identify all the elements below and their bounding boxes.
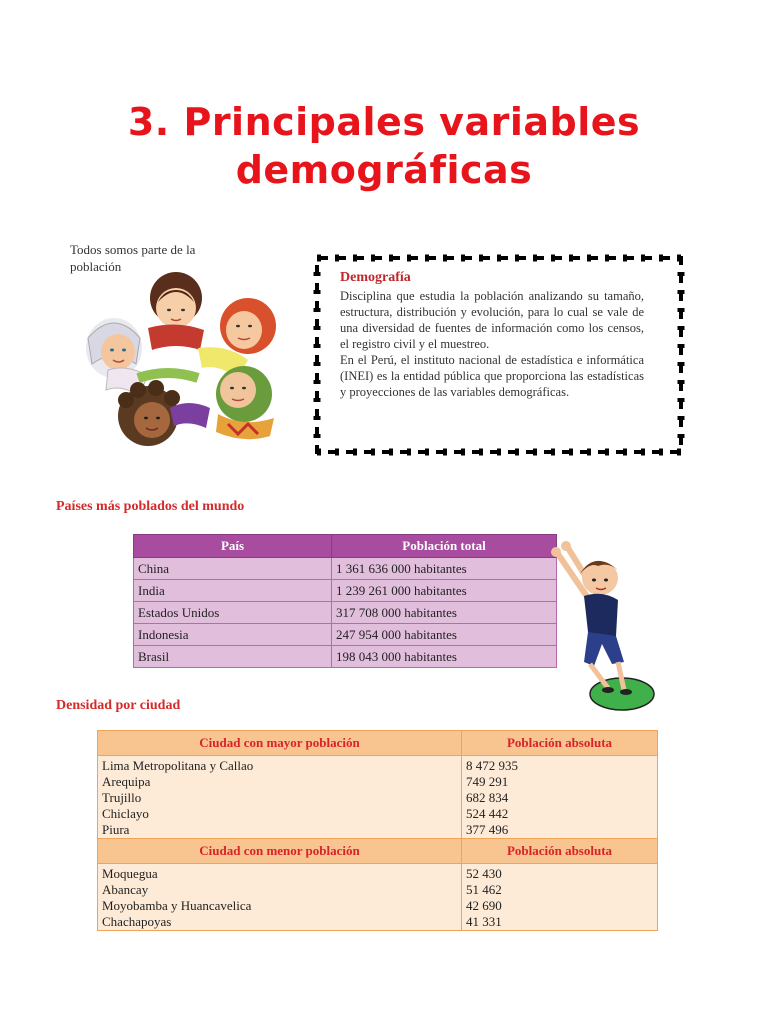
- page-title-line2: demográficas: [235, 148, 533, 192]
- city-name: Abancay: [102, 882, 149, 897]
- countries-section-title: Países más poblados del mundo: [56, 499, 245, 514]
- country-name: Indonesia: [134, 624, 332, 646]
- page-title: [0, 98, 768, 194]
- city-population: 8 472 935: [466, 758, 518, 773]
- city-population: 41 331: [466, 914, 502, 929]
- top-cities-cell: [98, 756, 462, 839]
- city-population: 42 690: [466, 898, 502, 913]
- city-population: 749 291: [466, 774, 509, 789]
- city-name: Moyobamba y Huancavelica: [102, 898, 252, 913]
- city-name: Arequipa: [102, 774, 151, 789]
- city-name: Piura: [102, 822, 130, 837]
- header-bottom-population: Población absoluta: [462, 839, 658, 864]
- city-name: Moquegua: [102, 866, 158, 881]
- bottom-values-cell: [462, 864, 658, 931]
- table-header-row: [98, 731, 658, 756]
- country-name: China: [134, 558, 332, 580]
- city-population: 377 496: [466, 822, 509, 837]
- definition-heading: Demografía: [340, 270, 411, 285]
- country-population: 247 954 000 habitantes: [332, 624, 557, 646]
- city-name: Lima Metropolitana y Callao: [102, 758, 254, 773]
- country-population: 317 708 000 habitantes: [332, 602, 557, 624]
- country-population: 1 239 261 000 habitantes: [332, 580, 557, 602]
- header-country: País: [134, 535, 332, 558]
- definition-box: [313, 254, 685, 456]
- boy-illustration: [528, 540, 660, 715]
- table-row: [134, 646, 557, 668]
- header-top-city: Ciudad con mayor población: [98, 731, 462, 756]
- city-name: Chachapoyas: [102, 914, 172, 929]
- top-values-cell: [462, 756, 658, 839]
- country-name: Brasil: [134, 646, 332, 668]
- city-population: 51 462: [466, 882, 502, 897]
- table-row: [134, 558, 557, 580]
- table-header-row: [98, 839, 658, 864]
- page-title-line1: 3. Principales variables: [127, 100, 641, 144]
- countries-table: [133, 534, 557, 668]
- definition-paragraph-1: Disciplina que estudia la población analizando su tamaño, estructura, distribución y evolución, para lo cual se vale de una diversidad de fuentes de información como los censos, el registro civil y el muestreo.: [340, 289, 644, 351]
- density-table: [97, 730, 658, 931]
- table-row: [134, 624, 557, 646]
- table-header-row: [134, 535, 557, 558]
- bottom-cities-cell: [98, 864, 462, 931]
- city-name: Trujillo: [102, 790, 142, 805]
- table-row: [98, 864, 658, 931]
- country-name: India: [134, 580, 332, 602]
- city-name: Chiclayo: [102, 806, 149, 821]
- country-population: 1 361 636 000 habitantes: [332, 558, 557, 580]
- country-population: 198 043 000 habitantes: [332, 646, 557, 668]
- city-population: 682 834: [466, 790, 509, 805]
- city-population: 524 442: [466, 806, 509, 821]
- illustration-caption: Todos somos parte de la población: [70, 242, 196, 274]
- header-population: Población total: [332, 535, 557, 558]
- city-population: 52 430: [466, 866, 502, 881]
- definition-paragraph-2: En el Perú, el instituto nacional de estadística e informática (INEI) es la entidad pública que proporciona las estadísticas y proyecciones de las variables demográficas.: [340, 353, 644, 399]
- header-top-population: Población absoluta: [462, 731, 658, 756]
- header-bottom-city: Ciudad con menor población: [98, 839, 462, 864]
- table-row: [134, 580, 557, 602]
- table-row: [98, 756, 658, 839]
- children-circle-illustration: [78, 268, 288, 453]
- density-section-title: Densidad por ciudad: [56, 698, 181, 713]
- table-row: [134, 602, 557, 624]
- country-name: Estados Unidos: [134, 602, 332, 624]
